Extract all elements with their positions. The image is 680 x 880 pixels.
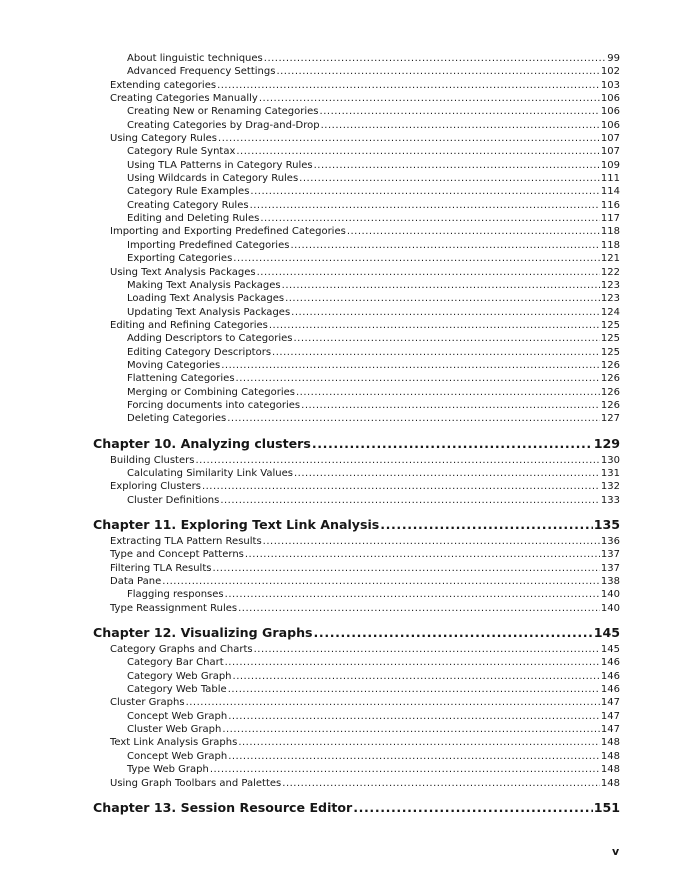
toc-entry[interactable] <box>93 145 620 158</box>
toc-chapter-entry[interactable] <box>93 798 620 818</box>
toc-entry-title: Chapter 11. Exploring Text Link Analysis <box>93 517 380 532</box>
toc-entry[interactable] <box>93 172 620 185</box>
toc-entry-page: 148 <box>600 750 620 762</box>
toc-entry-title: Using Wildcards in Category Rules <box>127 173 299 185</box>
toc-entry-title: Exporting Categories <box>127 253 233 265</box>
toc-entry-page: 109 <box>600 159 620 171</box>
dot-leader <box>202 480 600 493</box>
toc-entry-page: 106 <box>600 93 620 105</box>
toc-entry[interactable] <box>93 588 620 601</box>
toc-entry-title: Chapter 10. Analyzing clusters <box>93 435 311 451</box>
toc-entry-title: Type and Concept Patterns <box>110 549 244 561</box>
toc-entry-page: 123 <box>600 279 620 291</box>
toc-entry-page: 111 <box>600 173 620 185</box>
dot-leader <box>186 696 600 709</box>
toc-entry-page: 117 <box>600 213 620 225</box>
toc-entry[interactable] <box>93 185 620 198</box>
toc-entry-title: Creating New or Renaming Categories <box>127 106 319 118</box>
dot-leader <box>263 535 600 548</box>
toc-entry[interactable] <box>93 750 620 763</box>
toc-entry-title: Making Text Analysis Packages <box>127 279 281 291</box>
dot-leader <box>238 736 600 749</box>
toc-entry-page: 102 <box>600 66 620 78</box>
toc-chapter-entry[interactable] <box>93 623 620 643</box>
toc-entry-page: 146 <box>600 670 620 682</box>
toc-entry-title: Chapter 13. Session Resource Editor <box>93 799 353 815</box>
dot-leader <box>245 548 600 561</box>
toc-entry-title: Category Graphs and Charts <box>110 644 253 656</box>
dot-leader <box>225 588 600 601</box>
toc-entry-title: Adding Descriptors to Categories <box>127 333 293 345</box>
toc-entry[interactable] <box>93 372 620 385</box>
toc-entry-page: 140 <box>600 602 620 614</box>
toc-entry-title: Updating Text Analysis Packages <box>127 306 291 318</box>
dot-leader <box>250 185 600 198</box>
toc-entry-page: 118 <box>600 239 620 251</box>
toc-entry-title: Using Text Analysis Packages <box>110 266 256 278</box>
toc-entry[interactable] <box>93 79 620 92</box>
dot-leader <box>254 643 600 656</box>
toc-entry-page: 147 <box>600 710 620 722</box>
toc-entry-title: Chapter 12. Visualizing Graphs <box>93 625 313 641</box>
dot-leader <box>282 279 600 292</box>
toc-entry[interactable] <box>93 467 620 480</box>
toc-entry-title: Cluster Graphs <box>110 697 185 709</box>
toc-entry-title: Creating Categories by Drag-and-Drop <box>127 119 320 131</box>
dot-leader <box>312 434 593 454</box>
toc-entry[interactable] <box>93 319 620 332</box>
toc-entry-title: About linguistic techniques <box>127 53 263 64</box>
dot-leader <box>250 199 600 212</box>
toc-entry-page: 116 <box>600 199 620 211</box>
toc-entry[interactable] <box>93 159 620 172</box>
toc-entry-title: Editing and Deleting Rules <box>127 213 260 225</box>
toc-entry[interactable] <box>93 359 620 372</box>
dot-leader <box>320 105 600 118</box>
toc-entry[interactable] <box>93 399 620 412</box>
toc-entry-title: Type Web Graph <box>127 764 209 776</box>
toc-entry[interactable] <box>93 225 620 238</box>
page-number: v <box>612 845 620 858</box>
toc-entry[interactable] <box>93 92 620 105</box>
toc-entry-page: 146 <box>600 657 620 669</box>
toc-entry[interactable] <box>93 412 620 425</box>
toc-entry[interactable] <box>93 763 620 776</box>
dot-leader <box>272 346 600 359</box>
toc-entry-title: Filtering TLA Results <box>110 562 212 574</box>
toc-entry[interactable] <box>93 52 620 65</box>
toc-entry[interactable] <box>93 346 620 359</box>
toc-entry-title: Importing and Exporting Predefined Categories <box>110 226 346 238</box>
toc-entry[interactable] <box>93 105 620 118</box>
toc-entry-page: 125 <box>600 333 620 345</box>
toc-entry-title: Using Graph Toolbars and Palettes <box>110 777 282 789</box>
toc-entry[interactable] <box>93 306 620 319</box>
dot-leader <box>291 306 600 319</box>
dot-leader <box>233 252 600 265</box>
toc-entry[interactable] <box>93 279 620 292</box>
toc-entry-page: 114 <box>600 186 620 198</box>
dot-leader <box>314 159 600 172</box>
toc-entry-page: 106 <box>600 119 620 131</box>
dot-leader <box>380 515 592 535</box>
toc-entry[interactable] <box>93 65 620 78</box>
dot-leader <box>257 266 600 279</box>
dot-leader <box>238 602 600 615</box>
toc-entry-page: 133 <box>600 494 620 506</box>
toc-entry-page: 145 <box>593 625 620 641</box>
toc-entry-page: 148 <box>600 764 620 776</box>
toc-entry-page: 129 <box>593 435 620 451</box>
dot-leader <box>294 467 600 480</box>
toc-entry[interactable] <box>93 575 620 588</box>
toc-entry-page: 151 <box>593 799 620 815</box>
toc-entry[interactable] <box>93 239 620 252</box>
toc-entry-title: Moving Categories <box>127 359 221 371</box>
toc-entry-page: 125 <box>600 319 620 331</box>
toc-entry[interactable] <box>93 454 620 467</box>
toc-entry[interactable] <box>93 386 620 399</box>
toc-entry-title: Category Web Graph <box>127 670 232 682</box>
dot-leader <box>293 332 599 345</box>
dot-leader <box>269 319 600 332</box>
dot-leader <box>314 623 593 643</box>
toc-entry[interactable] <box>93 562 620 575</box>
toc-entry-title: Extending categories <box>110 79 217 91</box>
dot-leader <box>195 454 599 467</box>
toc-entry[interactable] <box>93 212 620 225</box>
toc-entry[interactable] <box>93 199 620 212</box>
toc-entry-title: Creating Category Rules <box>127 199 249 211</box>
toc-entry-title: Flagging responses <box>127 589 224 601</box>
toc-entry-page: 137 <box>600 549 620 561</box>
toc-entry-title: Importing Predefined Categories <box>127 239 290 251</box>
toc-entry[interactable] <box>93 132 620 145</box>
toc-entry-page: 106 <box>600 106 620 118</box>
dot-leader <box>233 670 600 683</box>
toc-entry[interactable] <box>93 535 620 548</box>
table-of-contents <box>93 52 620 818</box>
toc-entry-page: 146 <box>600 684 620 696</box>
toc-entry-title: Category Bar Chart <box>127 657 224 669</box>
toc-entry[interactable] <box>93 252 620 265</box>
toc-entry[interactable] <box>93 266 620 279</box>
toc-entry-page: 132 <box>600 481 620 493</box>
toc-entry[interactable] <box>93 332 620 345</box>
toc-entry-page: 123 <box>600 293 620 305</box>
toc-entry-title: Exploring Clusters <box>110 481 201 493</box>
toc-entry-title: Category Web Table <box>127 684 227 696</box>
toc-entry-page: 125 <box>600 346 620 358</box>
toc-entry-page: 118 <box>600 226 620 238</box>
dot-leader <box>296 386 600 399</box>
toc-entry-title: Cluster Web Graph <box>127 724 222 736</box>
toc-entry[interactable] <box>93 656 620 669</box>
toc-entry-page: 107 <box>600 133 620 145</box>
toc-entry-title: Using TLA Patterns in Category Rules <box>127 159 313 171</box>
toc-entry[interactable] <box>93 710 620 723</box>
toc-entry-page: 130 <box>600 454 620 466</box>
dot-leader <box>162 575 600 588</box>
toc-chapter-entry[interactable] <box>93 515 620 535</box>
toc-entry-title: Forcing documents into categories <box>127 399 301 411</box>
dot-leader <box>347 225 600 238</box>
toc-entry-page: 122 <box>600 266 620 278</box>
toc-entry-page: 126 <box>600 359 620 371</box>
dot-leader <box>301 399 600 412</box>
toc-entry[interactable] <box>93 548 620 561</box>
toc-entry-page: 136 <box>600 536 620 547</box>
dot-leader <box>218 132 600 145</box>
dot-leader <box>212 562 599 575</box>
toc-entry-page: 103 <box>600 79 620 91</box>
toc-entry-page: 127 <box>600 413 620 425</box>
dot-leader <box>228 710 600 723</box>
dot-leader <box>321 119 600 132</box>
toc-entry-page: 107 <box>600 146 620 158</box>
dot-leader <box>353 798 592 818</box>
toc-entry[interactable] <box>93 777 620 790</box>
toc-entry-page: 147 <box>600 724 620 736</box>
toc-entry-page: 138 <box>600 576 620 588</box>
dot-leader <box>260 212 600 225</box>
toc-entry-title: Category Rule Examples <box>127 186 250 198</box>
dot-leader <box>259 92 600 105</box>
toc-entry[interactable] <box>93 736 620 749</box>
toc-entry[interactable] <box>93 119 620 132</box>
dot-leader <box>299 172 600 185</box>
toc-entry-page: 126 <box>600 373 620 385</box>
toc-entry-title: Editing and Refining Categories <box>110 319 268 331</box>
toc-entry[interactable] <box>93 494 620 507</box>
toc-entry-title: Loading Text Analysis Packages <box>127 293 285 305</box>
toc-entry-title: Creating Categories Manually <box>110 93 258 105</box>
toc-entry-page: 126 <box>600 399 620 411</box>
dot-leader <box>222 723 600 736</box>
toc-entry-title: Extracting TLA Pattern Results <box>110 536 262 547</box>
toc-entry-title: Calculating Similarity Link Values <box>127 467 293 479</box>
toc-chapter-entry[interactable] <box>93 434 620 454</box>
dot-leader <box>210 763 600 776</box>
toc-entry-title: Building Clusters <box>110 454 195 466</box>
dot-leader <box>236 372 600 385</box>
toc-entry-title: Cluster Definitions <box>127 494 220 506</box>
dot-leader <box>236 145 600 158</box>
toc-entry-page: 135 <box>593 517 620 532</box>
toc-entry-page: 121 <box>600 253 620 265</box>
toc-entry-title: Data Pane <box>110 576 162 588</box>
toc-entry-title: Concept Web Graph <box>127 750 228 762</box>
toc-entry-title: Flattening Categories <box>127 373 235 385</box>
dot-leader <box>217 79 600 92</box>
toc-entry-page: 148 <box>600 777 620 789</box>
toc-entry[interactable] <box>93 480 620 493</box>
toc-entry[interactable] <box>93 683 620 696</box>
toc-entry-page: 126 <box>600 386 620 398</box>
toc-entry[interactable] <box>93 292 620 305</box>
toc-entry-page: 145 <box>600 644 620 656</box>
toc-entry-page: 147 <box>600 697 620 709</box>
dot-leader <box>227 412 600 425</box>
toc-entry-title: Editing Category Descriptors <box>127 346 272 358</box>
toc-entry-title: Advanced Frequency Settings <box>127 66 276 78</box>
toc-entry[interactable] <box>93 643 620 656</box>
dot-leader <box>285 292 600 305</box>
dot-leader <box>264 52 607 65</box>
toc-entry[interactable] <box>93 602 620 615</box>
toc-entry-title: Concept Web Graph <box>127 710 228 722</box>
toc-entry-page: 148 <box>600 737 620 749</box>
dot-leader <box>220 494 600 507</box>
toc-entry[interactable] <box>93 723 620 736</box>
toc-entry-title: Deleting Categories <box>127 413 227 425</box>
toc-entry-title: Using Category Rules <box>110 133 218 145</box>
toc-entry-title: Text Link Analysis Graphs <box>110 737 238 749</box>
toc-entry-page: 124 <box>600 306 620 318</box>
dot-leader <box>228 750 600 763</box>
toc-entry-title: Category Rule Syntax <box>127 146 236 158</box>
toc-entry[interactable] <box>93 696 620 709</box>
dot-leader <box>221 359 600 372</box>
toc-entry[interactable] <box>93 670 620 683</box>
toc-entry-title: Type Reassignment Rules <box>110 602 238 614</box>
dot-leader <box>225 656 600 669</box>
toc-entry-page: 140 <box>600 589 620 601</box>
dot-leader <box>228 683 600 696</box>
toc-entry-page: 137 <box>600 562 620 574</box>
toc-entry-page: 131 <box>600 467 620 479</box>
dot-leader <box>282 777 600 790</box>
toc-entry-title: Merging or Combining Categories <box>127 386 295 398</box>
dot-leader <box>290 239 599 252</box>
dot-leader <box>276 65 599 78</box>
toc-entry-page: 99 <box>607 53 620 64</box>
